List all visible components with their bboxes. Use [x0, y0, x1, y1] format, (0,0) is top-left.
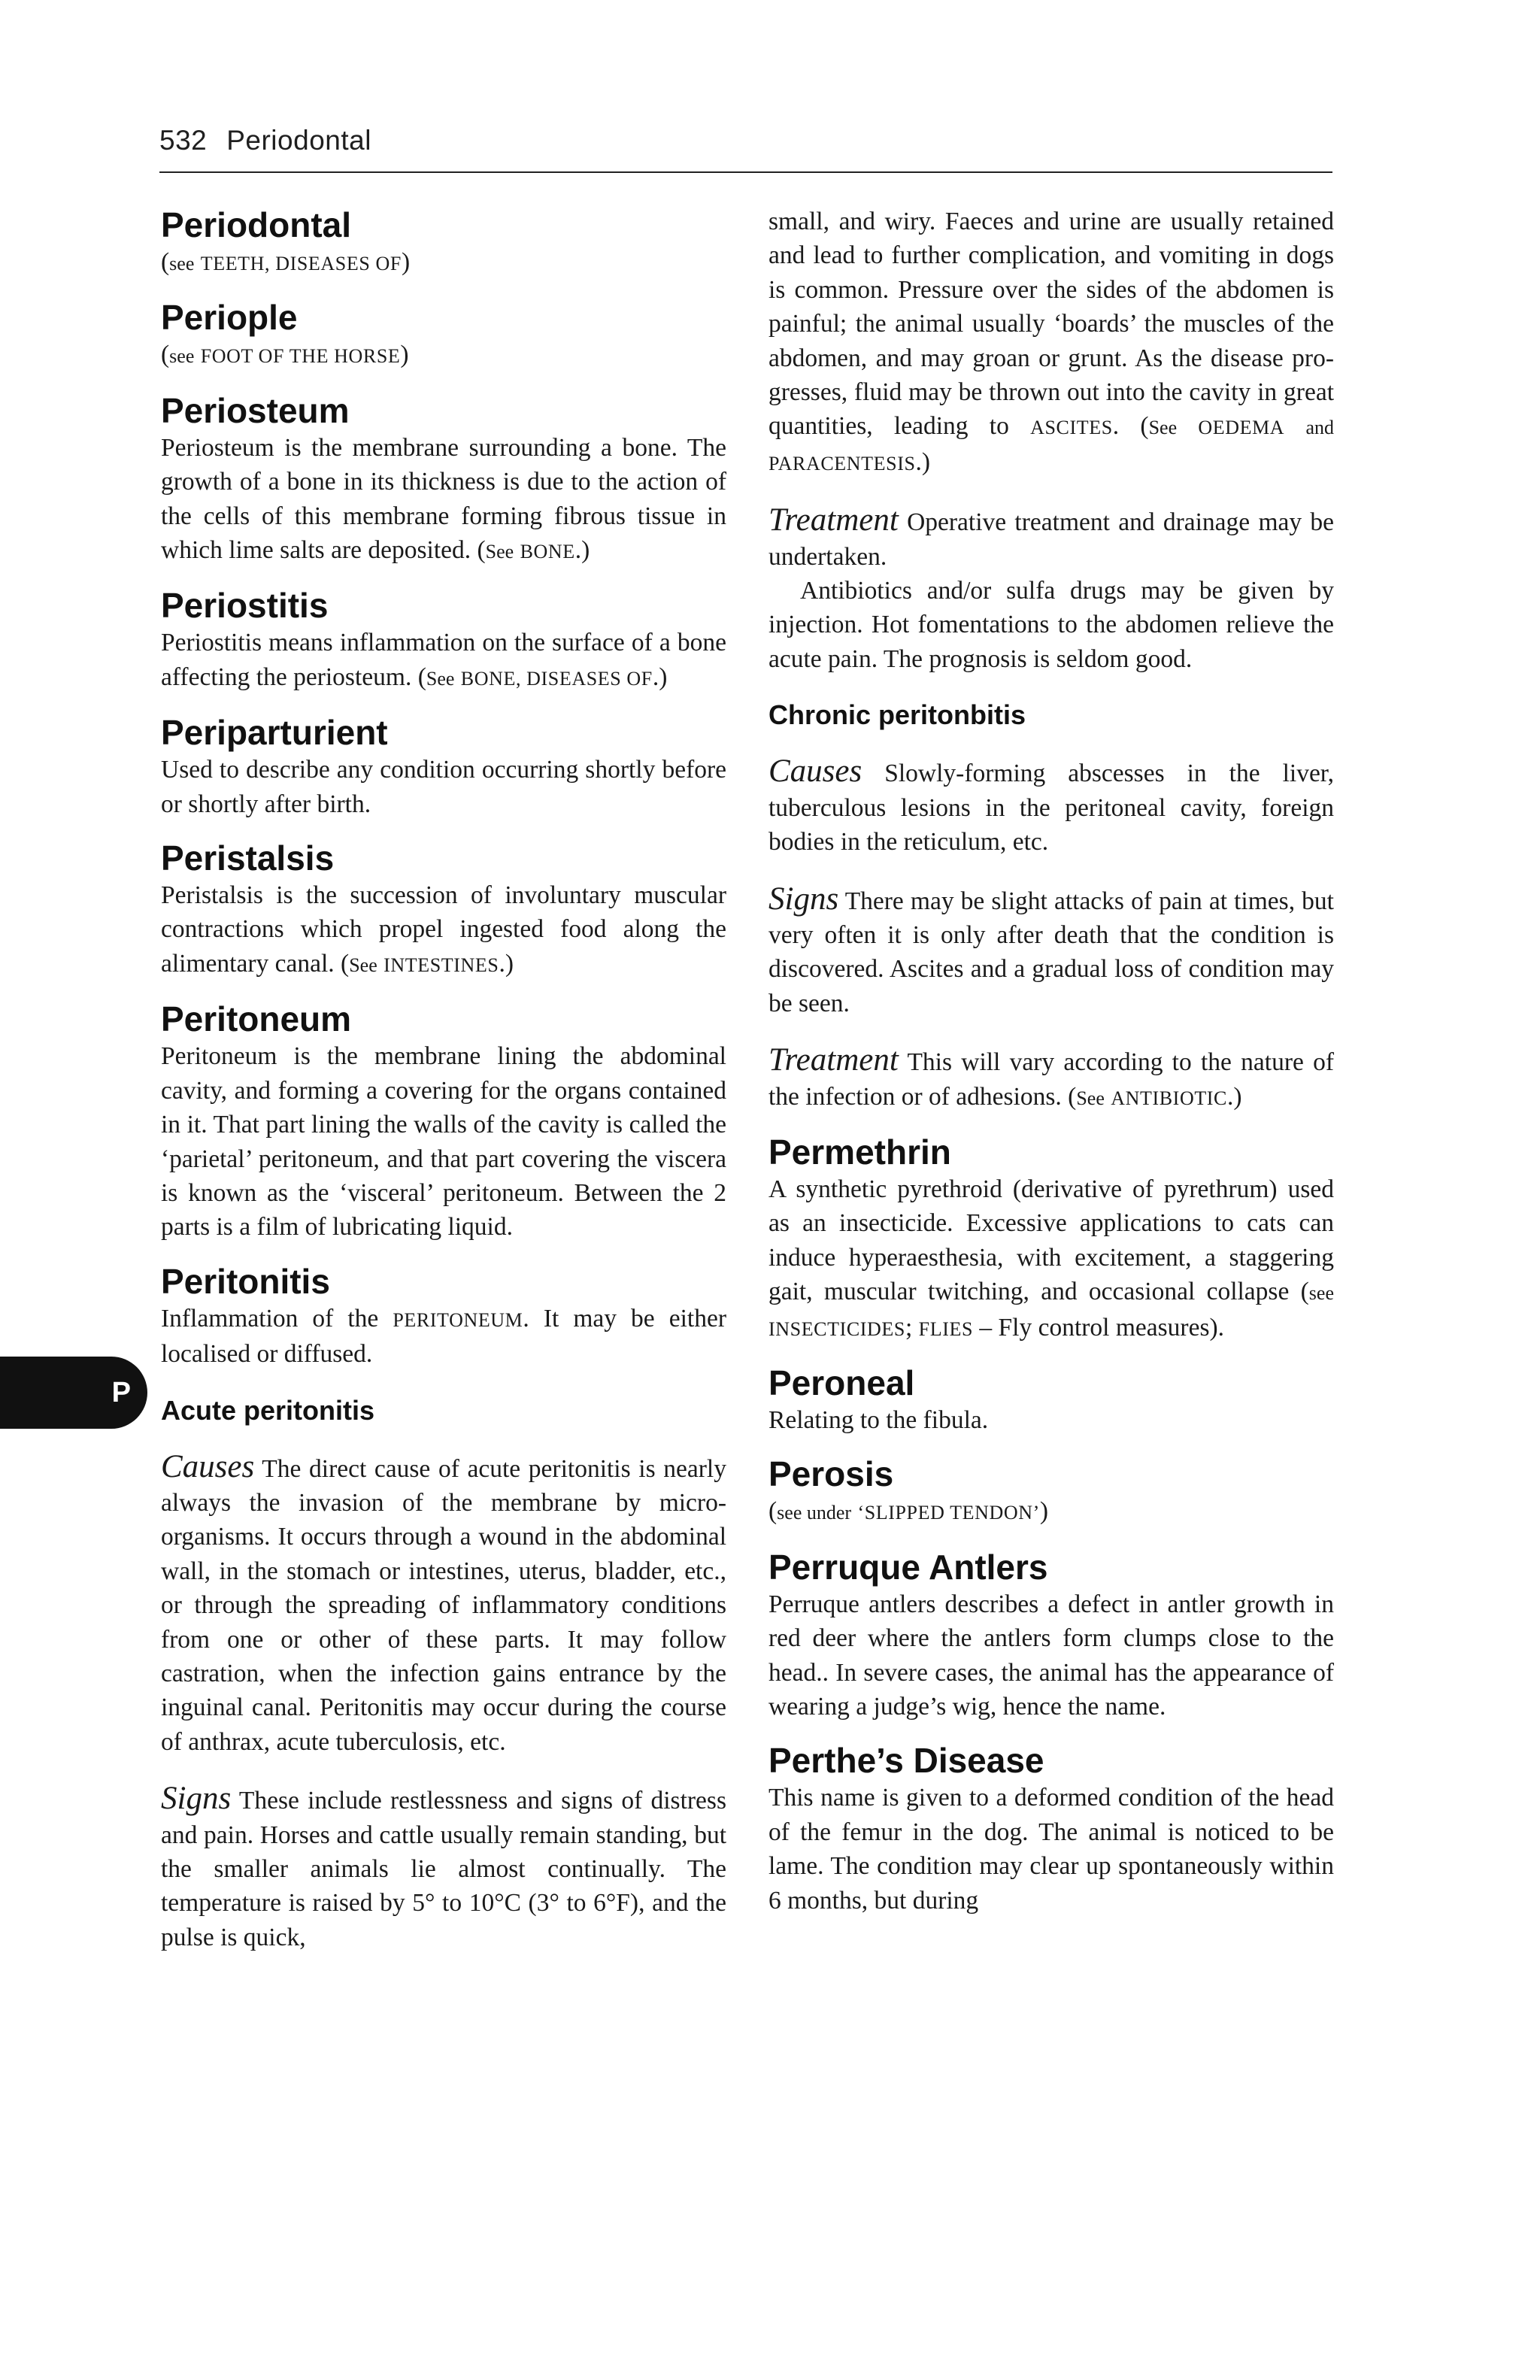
headword: Perruque Antlers: [768, 1547, 1048, 1587]
xref-link: ‘SLIPPED TENDON’: [857, 1502, 1040, 1524]
thumb-index-tab: P: [0, 1357, 147, 1429]
entry-periodontal: [161, 205, 726, 280]
headword: Periodontal: [161, 205, 352, 244]
entry-body: A synthetic pyrethroid (derivative of pyrethrum) used as an insecticide. Excessive applications to cats can induce hyperaesthesia, with excitement, a staggering gait, muscular twitching, and occasional collapse (see INSECTICIDES; FLIES – Fly control measures).: [768, 1175, 1334, 1342]
xref-link: INSECTICIDES: [768, 1317, 905, 1340]
entry-periople: [161, 297, 726, 373]
entry-perthes-disease: [768, 1740, 1334, 1918]
headword: Permethrin: [768, 1132, 951, 1172]
subheading-acute: Acute peritonitis: [161, 1394, 375, 1426]
acute-causes: Causes The direct cause of acute peritonitis is nearly always the invasion of the membrane by micro-organisms. It occurs through a wound in the abdominal wall, in the stomach or intestines, uterus, bladder, etc., or through the spreading of inflammatory conditions from one or other of these parts. It may follow castration, when the infection gains entrance by the inguinal canal. Peritonitis may occur during the course of anthrax, acute tuberculosis, etc.: [161, 1448, 726, 1756]
headword: Peritonitis: [161, 1261, 330, 1301]
headword: Peroneal: [768, 1363, 915, 1402]
entry-body: Periostitis means inflammation on the surface of a bone affecting the periosteum. (See BONE, DISEASES OF.): [161, 629, 726, 691]
entry-peristalsis: [161, 838, 726, 982]
entry-periosteum: [161, 390, 726, 569]
entry-body: Used to describe any condition occurring shortly before or shortly after birth.: [161, 756, 726, 818]
entry-perosis: [768, 1454, 1334, 1530]
page-number: 532: [159, 125, 208, 156]
entry-body: Periosteum is the membrane surrounding a bone. The growth of a bone in its thickness is due to the action of the cells of this membrane forming fibrous tissue in which lime salts are deposited. (See BONE.): [161, 433, 726, 565]
headword: Perthe’s Disease: [768, 1741, 1044, 1781]
xref-link: FOOT OF THE HORSE: [200, 345, 401, 368]
run-in-heading: Signs: [161, 1781, 232, 1817]
headword: Peristalsis: [161, 838, 335, 878]
cross-reference: (see FOOT OF THE HORSE): [161, 341, 409, 369]
chronic-causes: Causes Slowly-forming abscesses in the liver, tuberculous lesions in the peritoneal cavity, foreign bodies in the reticulum, etc.: [768, 753, 1334, 856]
left-column: [161, 205, 726, 1954]
chronic-signs: Signs There may be slight attacks of pain at times, but very often it is only after death that the condition is discovered. Ascites and a gradual loss of condition may be seen.: [768, 881, 1334, 1017]
run-in-heading: Causes: [161, 1448, 255, 1484]
entry-body: Perruque antlers describes a defect in antler growth in red deer where the antlers form clumps close to the head.. In severe cases, the animal has the appearance of wearing a judge’s wig, hence the name.: [768, 1590, 1334, 1721]
run-in-heading: Treatment: [768, 1042, 899, 1078]
right-column: [768, 205, 1334, 1918]
cross-reference: (see under ‘SLIPPED TENDON’): [768, 1497, 1048, 1526]
entry-body: Peristalsis is the succession of involuntary muscular contractions which propel ingested food along the alimentary canal. (See INTESTINES.): [161, 881, 726, 978]
headword: Periostitis: [161, 586, 329, 626]
headword: Peritoneum: [161, 999, 352, 1039]
run-in-heading: Signs: [768, 881, 839, 917]
xref-link: OEDEMA: [1198, 417, 1285, 439]
chronic-treatment: Treatment This will vary according to the nature of the infection or of adhesions. (See ANTIBIOTIC.): [768, 1042, 1334, 1111]
entry-peritoneum: [161, 999, 726, 1244]
cross-reference: (see TEETH, DISEASES OF): [161, 248, 411, 276]
xref-link: BONE, DISEASES OF: [460, 667, 653, 690]
subheading-chronic: Chronic peritonbitis: [768, 699, 1026, 731]
headword: Periparturient: [161, 713, 388, 753]
xref-link: TEETH, DISEASES OF: [200, 253, 402, 274]
xref-link: ASCITES: [1030, 417, 1113, 439]
entry-periostitis: [161, 585, 726, 696]
entry-peritonitis: [161, 1261, 726, 1955]
acute-signs-continued: small, and wiry. Faeces and urine are usually retained and lead to further complication, and vomiting in dogs is common. Pressure over the sides of the abdomen is painful; the animal usually ‘boards’ the muscles of the abdomen, and may groan or grunt. As the disease progresses, fluid may be thrown out into the cavity in great quantities, leading to ASCITES. (See OEDEMA and PARACENTESIS.): [768, 208, 1334, 476]
entry-body: This name is given to a deformed condition of the head of the femur in the dog. The animal is noticed to be lame. The condition may clear up spontaneously within 6 months, but during: [768, 1784, 1334, 1915]
run-in-heading: Causes: [768, 753, 862, 790]
headword: Periople: [161, 298, 298, 338]
xref-link: FLIES: [918, 1317, 974, 1340]
header-rule: [159, 171, 1332, 173]
xref-link: ANTIBIOTIC: [1111, 1087, 1228, 1109]
entry-perruque-antlers: [768, 1547, 1334, 1724]
xref-link: PARACENTESIS: [768, 452, 916, 474]
run-in-heading: Treatment: [768, 502, 899, 538]
running-head-title: Periodontal: [226, 125, 371, 156]
entry-body: Peritoneum is the membrane lining the abdominal cavity, and forming a covering for the organs contained in it. That part lining the walls of the cavity is called the ‘parietal’ peritoneum, and that part covering the viscera is known as the ‘visceral’ peritoneum. Between the 2 parts is a film of lubricating liquid.: [161, 1042, 726, 1242]
acute-treatment-2: Antibiotics and/or sulfa drugs may be given by injection. Hot fomentations to the abdomen relieve the acute pain. The prognosis is seldom good.: [768, 577, 1334, 673]
xref-link: BONE: [520, 541, 575, 563]
headword: Perosis: [768, 1454, 894, 1494]
entry-body: Inflammation of the PERITONEUM. It may be either localised or diffused.: [161, 1304, 726, 1369]
acute-signs: Signs These include restlessness and signs of distress and pain. Horses and cattle usually remain standing, but the smaller animals lie almost continually. The temperature is raised by 5° to 10°C (3° to 6°F), and the pulse is quick,: [161, 1781, 726, 1951]
acute-treatment: Treatment Operative treatment and drainage may be undertaken.: [768, 502, 1335, 571]
entry-permethrin: [768, 1132, 1334, 1346]
running-head: [159, 125, 1332, 156]
entry-peroneal: [768, 1363, 1334, 1437]
xref-link: INTESTINES: [383, 954, 499, 976]
headword: Periosteum: [161, 390, 350, 430]
xref-link: PERITONEUM: [393, 1308, 523, 1331]
entry-periparturient: [161, 712, 726, 821]
entry-body: Relating to the fibula.: [768, 1405, 989, 1434]
